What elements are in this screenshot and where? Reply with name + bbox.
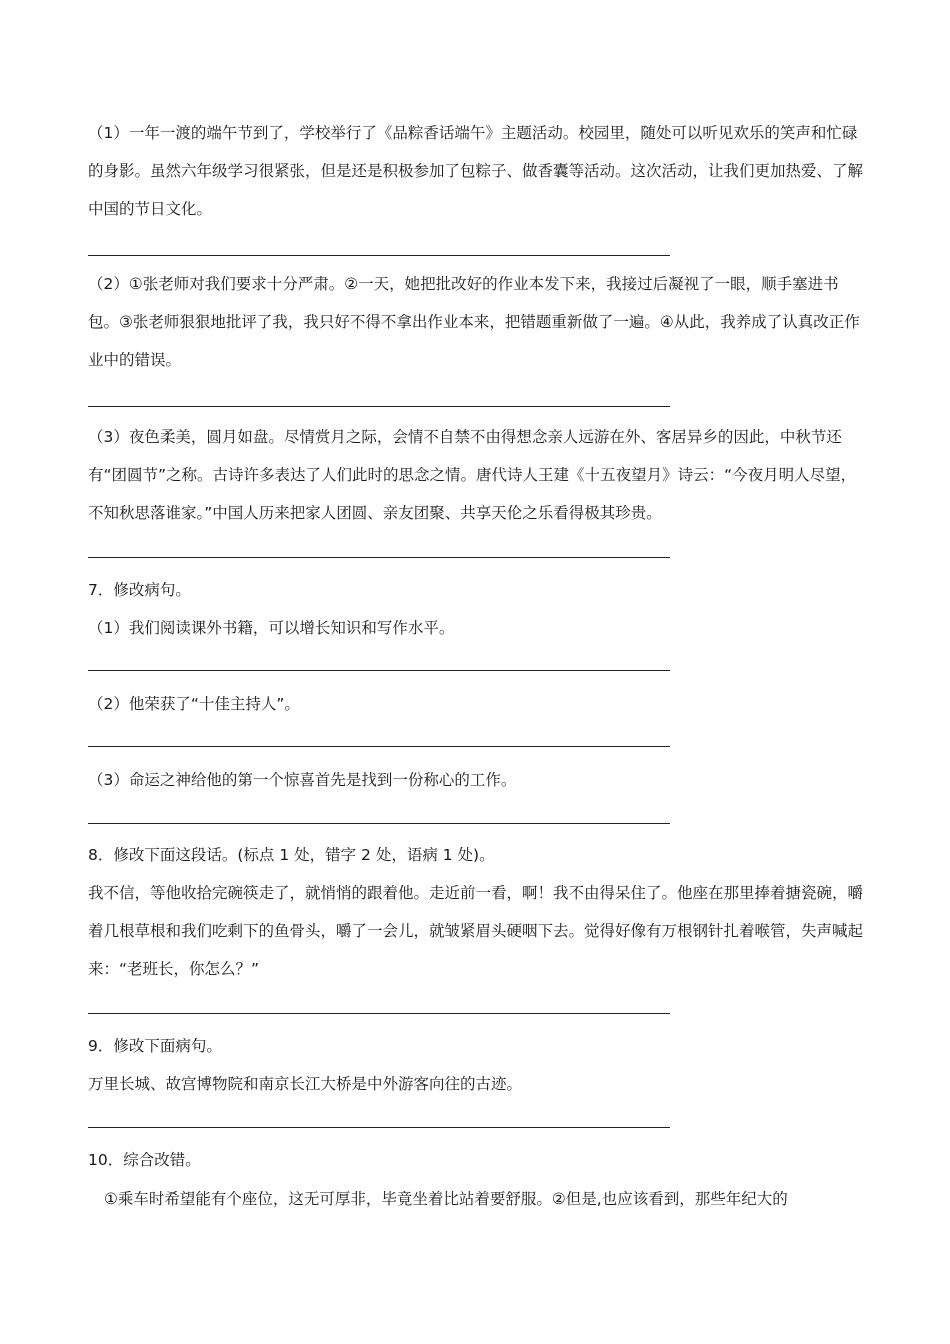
q10-title: 10．综合改错。 [88, 1151, 201, 1169]
q9-sentence: 万里长城、故宫博物院和南京长江大桥是中外游客向往的古迹。 [88, 1075, 523, 1093]
q9-title: 9．修改下面病句。 [88, 1037, 222, 1055]
answer-line [88, 1013, 670, 1014]
q7-item-3: （3）命运之神给他的第一个惊喜首先是找到一份称心的工作。 [88, 771, 517, 789]
q7-title: 7．修改病句。 [88, 581, 191, 599]
answer-line [88, 670, 670, 671]
q8-title: 8．修改下面这段话。(标点 1 处，错字 2 处，语病 1 处)。 [88, 846, 495, 864]
answer-line [88, 557, 670, 558]
q7-item-1: （1）我们阅读课外书籍，可以增长知识和写作水平。 [88, 619, 455, 637]
q6-item-2: （2）①张老师对我们要求十分严肃。②一天，她把批改好的作业本发下来，我接过后凝视了一眼，顺手塞进书包。③张老师狠狠地批评了我，我只好不得不拿出作业本来，把错题重新做了一遍。④从此，我养成了认真改正作业中的错误。 [88, 275, 860, 369]
q6-item-1: （1）一年一渡的端午节到了，学校举行了《品粽香话端午》主题活动。校园里，随处可以听见欢乐的笑声和忙碌的身影。虽然六年级学习很紧张，但是还是积极参加了包粽子、做香囊等活动。这次活动，让我们更加热爱、了解中国的节日文化。 [88, 124, 864, 218]
answer-line [88, 406, 670, 407]
q10-passage: ①乘车时希望能有个座位，这无可厚非，毕竟坐着比站着要舒服。②但是,也应该看到，那些年纪大的 [104, 1190, 788, 1208]
q6-item-3: （3）夜色柔美，圆月如盘。尽情赏月之际，会情不自禁不由得想念亲人远游在外、客居异乡的因此，中秋节还有“团圆节”之称。古诗许多表达了人们此时的思念之情。唐代诗人王建《十五夜望月》诗云：“今夜月明人尽望，不知秋思落谁家。”中国人历来把家人团圆、亲友团聚、共享天伦之乐看得极其珍贵。 [88, 428, 857, 522]
q8-passage: 我不信，等他收拾完碗筷走了，就悄悄的跟着他。走近前一看，啊！我不由得呆住了。他座在那里捧着搪瓷碗，嚼着几根草根和我们吃剩下的鱼骨头，嚼了一会儿，就皱紧眉头硬咽下去。觉得好像有万根钢针扎着喉管，失声喊起来：“老班长，你怎么？” [88, 884, 864, 978]
answer-line [88, 255, 670, 256]
answer-line [88, 823, 670, 824]
answer-line [88, 1127, 670, 1128]
q7-item-2: （2）他荣获了“十佳主持人”。 [88, 695, 300, 713]
answer-line [88, 746, 670, 747]
